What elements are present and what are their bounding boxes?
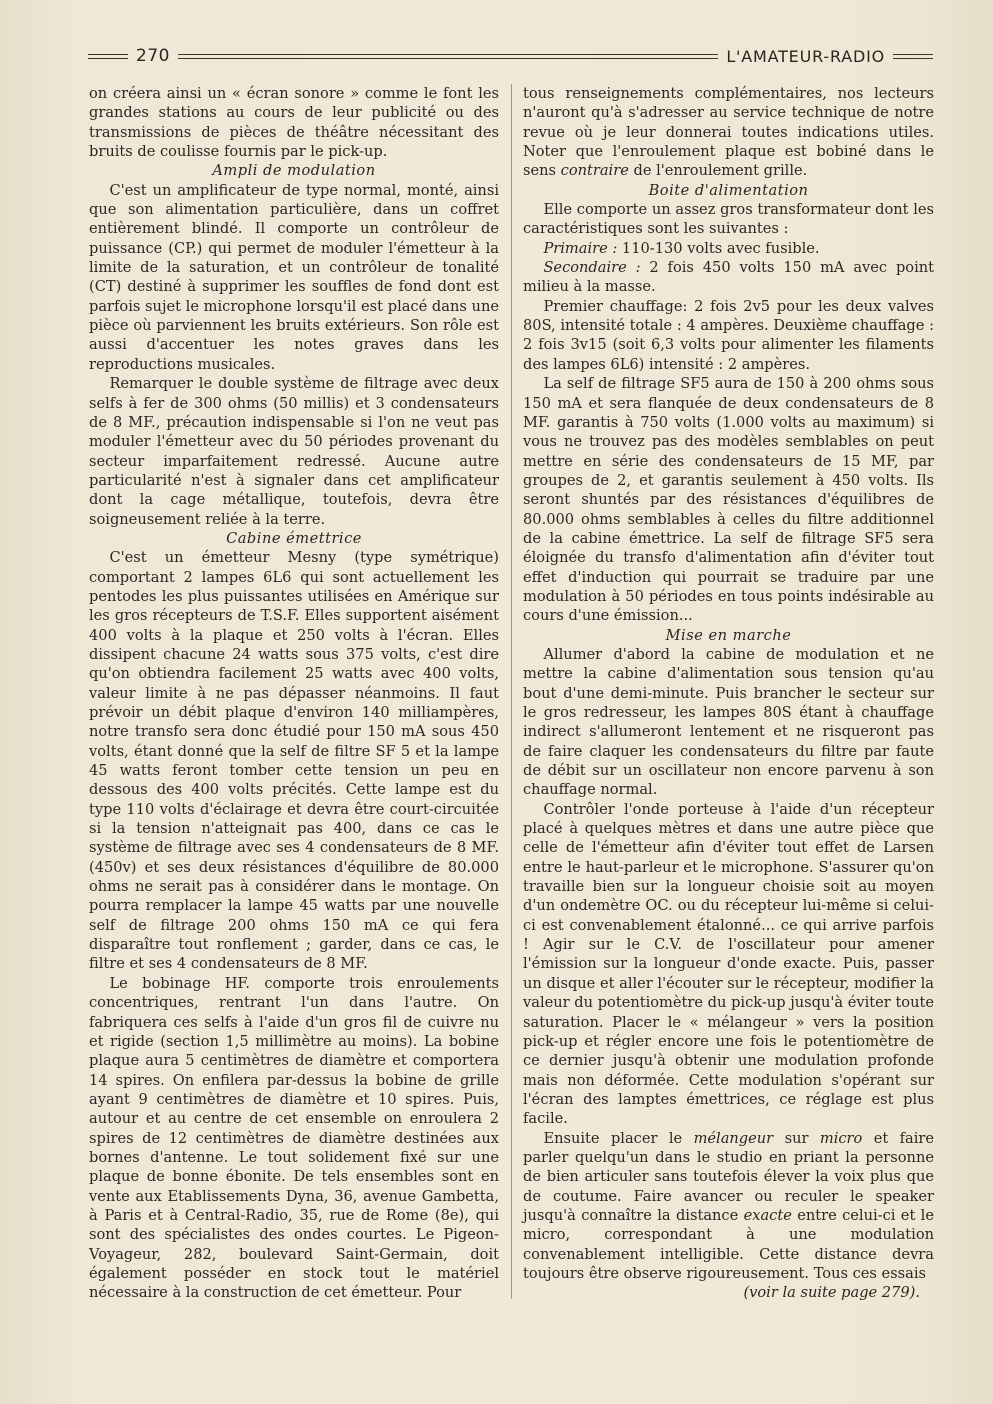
- left-column: [89, 84, 499, 1303]
- paragraph-self-filtrage: La self de filtrage SF5 aura de 150 à 200 ohms sous 150 mA et sera flanquée de deux condensateurs de 8 MF. garantis à 750 volts (1.000 volts au maximum) si vous ne trouvez pas des modèles semblables on peut mettre en série des condensateurs de 15 MF, par groupes de 2, et garantis seulement à 450 volts. Ils seront shuntés par des résistances d'équilibres de 80.000 ohms semblables à celles du filtre additionnel de la cabine émettrice. La self de filtrage SF5 sera éloignée du transfo d'alimentation afin d'éviter tout effet d'induction qui pourrait se traduire par une modulation à 50 périodes en tous points indésirable au cours d'une émission...: [523, 375, 934, 625]
- paragraph-marche-2: Contrôler l'onde porteuse à l'aide d'un récepteur placé à quelques mètres et dans une autre pièce que celle de l'émetteur afin d'éviter tout effet de Larsen entre le haut-parleur et le microphone. S'assurer qu'on travaille bien sur la longueur choisie soit au moyen d'un ondemètre OC. ou du récepteur lui-même si celui-ci est convenablement étalonné... ce qui arrive parfois ! Agir sur le C.V. de l'oscillateur pour amener l'émission sur la longueur d'onde exacte. Puis, passer un disque et aller l'écouter sur le récepteur, modifier la valeur du potentiomètre du pick-up jusqu'à éviter toute saturation. Placer le « mélangeur » vers la position pick-up et régler encore une fois le potentiomètre de ce dernier jusqu'à obtenir une modulation profonde mais non déformée. Cette modulation s'opérant sur l'écran des lamptes émettrices, ce réglage est plus facile.: [523, 800, 934, 1128]
- journal-title: L'AMATEUR-RADIO: [726, 46, 885, 66]
- heading-mise-en-marche: Mise en marche: [665, 626, 792, 644]
- continued-on-page: (voir la suite page 279).: [743, 1284, 920, 1302]
- heading-ampli-modulation: Ampli de modulation: [212, 162, 376, 180]
- header-rule-right: [893, 54, 933, 59]
- spec-secondaire: Secondaire : 2 fois 450 volts 150 mA avec point milieu à la masse.: [523, 259, 935, 296]
- paragraph-boite-1: Elle comporte un assez gros transformateur dont les caractéristiques sont les suivantes :: [523, 201, 934, 238]
- paragraph-marche-3: Ensuite placer le mélangeur sur micro et faire parler quelqu'un dans le studio en priant la personne de bien articuler sans toutefois élever la voix plus que de coutume. Faire avancer ou reculer le speaker jusqu'à connaître la distance exacte entre celui-ci et le micro, correspondant à une modulation convenablement intelligible. Cette distance devra toujours être observe rigoureusement. Tous ces essais: [523, 1129, 935, 1282]
- page-header: [88, 44, 933, 68]
- paragraph-cabine-2: Le bobinage HF. comporte trois enroulements concentriques, rentrant l'un dans l'autre. On fabriquera ces selfs à l'aide d'un gros fil de cuivre nu et rigide (section 1,5 millimètre au moins). La bobine plaque aura 5 centimètres de diamètre et comportera 14 spires. On enfilera par-dessus la bobine de grille ayant 9 centimètres de diamètre et 10 spires. Puis, autour et au centre de cet ensemble on enroulera 2 spires de 12 centimètres de diamètre destinées aux bornes d'antenne. Le tout solidement fixé sur une plaque de bonne ébonite. De tels ensembles sont en vente aux Etablissements Dyna, 36, avenue Gambetta, à Paris et à Central-Radio, 35, rue de Rome (8e), qui sont des spécialistes des ondes courtes. Le Pigeon-Voyageur, 282, boulevard Saint-Germain, doit également posséder en stock tout le matériel nécessaire à la construction de cet émetteur. Pour: [89, 974, 499, 1302]
- right-column: [523, 84, 934, 1303]
- header-rule-middle: [178, 54, 718, 59]
- paragraph-cabine-1: C'est un émetteur Mesny (type symétrique) comportant 2 lampes 6L6 qui sont actuellement les pentodes les plus puissantes utilisées en Amérique sur les gros récepteurs de T.S.F. Elles supportent aisément 400 volts à la plaque et 250 volts à l'écran. Elles dissipent chacune 24 watts sous 375 volts, c'est dire qu'on obtiendra facilement 25 watts avec 400 volts, valeur limite à ne pas dépasser néanmoins. Il faut prévoir un débit plaque d'environ 140 milliampères, notre transfo sera donc étudié pour 150 mA sous 450 volts, étant donné que la self de filtre SF 5 et la lampe 45 watts feront tomber cette tension un peu en dessous des 400 volts précités. Cette lampe est du type 110 volts d'éclairage et devra être court-circuitée si la tension n'atteignait pas 400, dans ce cas le système de filtrage avec ses 4 condensateurs de 8 MF. (450v) et ses deux résistances d'équilibre de 80.000 ohms ne serait pas à considérer dans le montage. On pourra remplacer la lampe 45 watts par une nouvelle self de filtrage 200 ohms 150 mA ce qui fera disparaître tout ronflement ; garder, dans ce cas, le filtre et ses 4 condensateurs de 8 MF.: [89, 549, 499, 973]
- spec-primaire: Primaire : 110-130 volts avec fusible.: [543, 239, 820, 257]
- paragraph-ampli-1: C'est un amplificateur de type normal, monté, ainsi que son alimentation particulière, dans un coffret entièrement blindé. Il comporte un contrôleur de puissance (CP.) qui permet de moduler l'émetteur à la limite de la saturation, et un contrôleur de tonalité (CT) destiné à supprimer les souffles de fond dont est parfois sujet le microphone lorsqu'il est placé dans une pièce où parviennent les bruits extérieurs. Son rôle est aussi d'accentuer les notes graves dans les reproductions musicales.: [89, 181, 499, 373]
- paragraph-marche-1: Allumer d'abord la cabine de modulation et ne mettre la cabine d'alimentation sous tension qu'au bout d'une demi-minute. Puis brancher le secteur sur le gros redresseur, les lampes 80S étant à chauffage indirect s'allumeront lentement et ne risqueront pas de faire claquer les condensateurs du filtre par faute de débit sur un oscillateur non encore parvenu à son chauffage normal.: [523, 645, 934, 799]
- header-rule-left: [88, 54, 128, 59]
- paragraph-intro: on créera ainsi un « écran sonore » comme le font les grandes stations au cours de leur publicité ou des transmissions de pièces de théâtre nécessitant des bruits de coulisse fournis par le pick-up.: [89, 85, 499, 161]
- paragraph-ampli-2: Remarquer le double système de filtrage avec deux selfs à fer de 300 ohms (50 millis) et 3 condensateurs de 8 MF., précaution indispensable si l'on ne veut pas moduler l'émetteur avec du 50 périodes provenant du secteur imparfaitement redressé. Aucune autre particularité n'est à signaler dans cet amplificateur dont la cage métallique, toutefois, devra être soigneusement reliée à la terre.: [89, 375, 499, 528]
- page-number: 270: [136, 46, 170, 66]
- heading-cabine-emettrice: Cabine émettrice: [226, 529, 362, 547]
- heading-boite-alimentation: Boite d'alimentation: [648, 181, 809, 199]
- column-divider: [511, 84, 512, 1299]
- paragraph-chauffage: Premier chauffage: 2 fois 2v5 pour les deux valves 80S, intensité totale : 4 ampères. Deuxième chauffage : 2 fois 3v15 (soit 6,3 volts pour alimenter les filaments des lampes 6L6) intensité : 2 ampères.: [523, 297, 934, 373]
- paragraph-continuation: tous renseignements complémentaires, nos lecteurs n'auront qu'à s'adresser au service technique de notre revue où je leur donnerai toutes indications utiles. Noter que l'enroulement plaque est bobiné dans le sens contraire de l'enroulement grille.: [523, 85, 934, 180]
